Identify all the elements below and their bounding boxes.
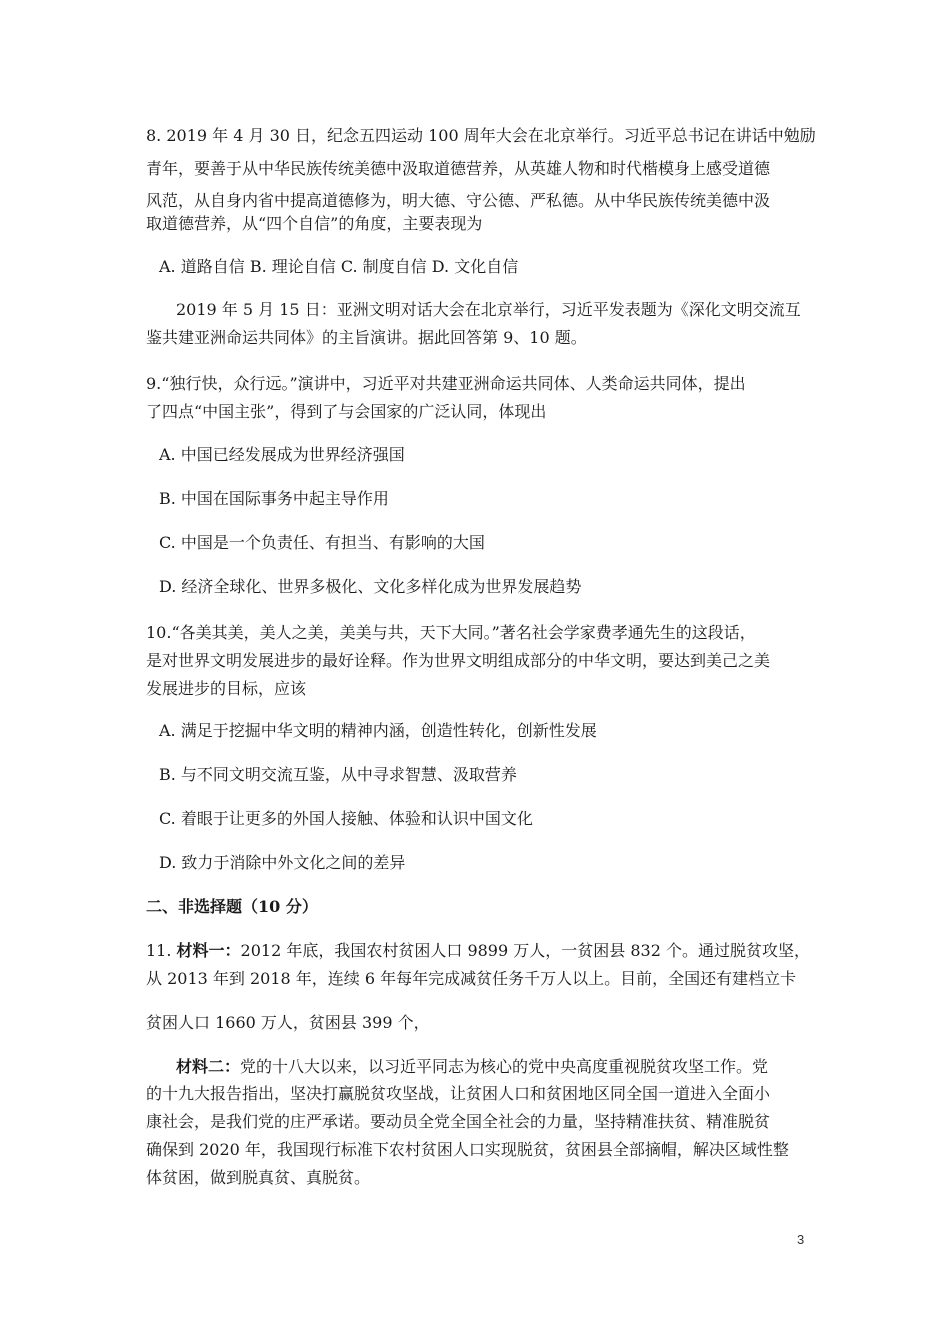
material-2-text-5: 体贫困，做到脱真贫、真脱贫。 xyxy=(146,1168,371,1187)
q10-stem-line-1: 10.“各美其美，美人之美，美美与共，天下大同。”著名社会学家费孝通先生的这段话， xyxy=(146,623,756,642)
q11-number: 11. xyxy=(146,941,177,960)
section-2-title: 二、非选择题（10 分） xyxy=(146,897,318,916)
q8-options: A. 道路自信 B. 理论自信 C. 制度自信 D. 文化自信 xyxy=(159,257,519,276)
q9-stem-line-1: 9.“独行快，众行远。”演讲中，习近平对共建亚洲命运共同体、人类命运共同体，提出 xyxy=(146,374,746,393)
q10-option-d: D. 致力于消除中外文化之间的差异 xyxy=(159,853,406,872)
q11-material-2-line-1 xyxy=(176,1057,768,1077)
q10-option-c: C. 着眼于让更多的外国人接触、体验和认识中国文化 xyxy=(159,809,533,828)
q10-stem-line-2: 是对世界文明发展进步的最好诠释。作为世界文明组成部分的中华文明，要达到美己之美 xyxy=(146,651,771,670)
q8-stem-line-4: 取道德营养，从“四个自信”的角度，主要表现为 xyxy=(146,214,483,233)
material-1-text-2: 从 2013 年到 2018 年，连续 6 年每年完成减贫任务千万人以上。目前，全国还有建档立卡 xyxy=(146,969,797,988)
q11-line-1 xyxy=(146,941,810,961)
q8-stem-line-3: 风范，从自身内省中提高道德修为，明大德、守公德、严私德。从中华民族传统美德中汲 xyxy=(146,191,771,210)
q9-option-d: D. 经济全球化、世界多极化、文化多样化成为世界发展趋势 xyxy=(159,577,582,596)
q9-option-a: A. 中国已经发展成为世界经济强国 xyxy=(159,445,405,464)
q10-stem-line-3: 发展进步的目标，应该 xyxy=(146,679,307,698)
intro-line-2: 鉴共建亚洲命运共同体》的主旨演讲。据此回答第 9、10 题。 xyxy=(146,328,587,347)
q9-stem-line-2: 了四点“中国主张”，得到了与会国家的广泛认同，体现出 xyxy=(146,402,547,421)
q9-option-c: C. 中国是一个负责任、有担当、有影响的大国 xyxy=(159,533,485,552)
q10-option-a: A. 满足于挖掘中华文明的精神内涵，创造性转化，创新性发展 xyxy=(159,721,597,740)
material-1-text-1: 2012 年底，我国农村贫困人口 9899 万人，一贫困县 832 个。通过脱贫攻坚， xyxy=(240,941,810,960)
q8-stem-line-2: 青年，要善于从中华民族传统美德中汲取道德营养，从英雄人物和时代楷模身上感受道德 xyxy=(146,159,771,178)
material-2-text-3: 康社会，是我们党的庄严承诺。要动员全党全国全社会的力量，坚持精准扶贫、精准脱贫 xyxy=(146,1112,771,1131)
material-1-label: 材料一： xyxy=(176,941,241,960)
q9-option-b: B. 中国在国际事务中起主导作用 xyxy=(159,489,389,508)
material-2-label: 材料二： xyxy=(176,1057,241,1076)
q8-stem-line-1: 8. 2019 年 4 月 30 日，纪念五四运动 100 周年大会在北京举行。习近平总书记在讲话中勉励 xyxy=(146,126,816,145)
intro-line-1: 2019 年 5 月 15 日：亚洲文明对话大会在北京举行，习近平发表题为《深化文明交流互 xyxy=(176,300,801,319)
material-2-text-1: 党的十八大以来，以习近平同志为核心的党中央高度重视脱贫攻坚工作。党 xyxy=(240,1057,769,1076)
q10-option-b: B. 与不同文明交流互鉴，从中寻求智慧、汲取营养 xyxy=(159,765,517,784)
material-2-text-2: 的十九大报告指出，坚决打赢脱贫攻坚战，让贫困人口和贫困地区同全国一道进入全面小 xyxy=(146,1084,771,1103)
page-number: 3 xyxy=(797,1232,805,1247)
material-2-text-4: 确保到 2020 年，我国现行标准下农村贫困人口实现脱贫，贫困县全部摘帽，解决区域性整 xyxy=(146,1140,789,1159)
material-1-text-3: 贫困人口 1660 万人，贫困县 399 个， xyxy=(146,1013,430,1032)
